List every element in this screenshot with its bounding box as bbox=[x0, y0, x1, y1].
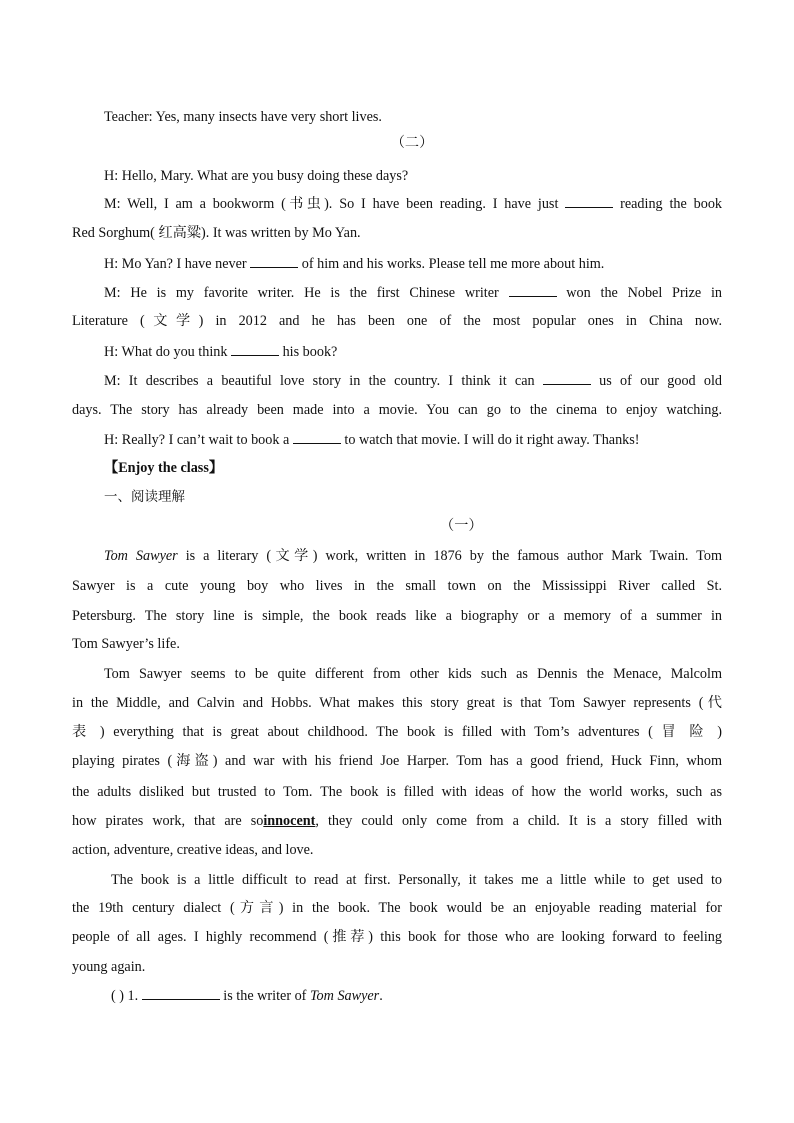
passage-line: Petersburg. The story line is simple, the book reads like a biography or a memory of a summer in bbox=[72, 608, 722, 624]
answer-blank[interactable] bbox=[565, 195, 613, 208]
dialogue-line: H: What do you think his book? bbox=[104, 344, 338, 360]
section-heading-2: （二） bbox=[390, 135, 434, 151]
question-1: ( ) 1. is the writer of Tom Sawyer. bbox=[111, 988, 383, 1004]
book-title: Tom Sawyer bbox=[104, 548, 178, 564]
passage-line: the 19th century dialect (方言) in the book. The book would be an enjoyable reading material for bbox=[72, 900, 722, 916]
dialogue-line: Literature (文学) in 2012 and he has been one of the most popular ones in China now. bbox=[72, 313, 722, 329]
passage-line: Tom Sawyer is a literary (文学) work, written in 1876 by the famous author Mark Twain. Tom bbox=[104, 548, 723, 564]
passage-line: how pirates work, that are soinnocent, they could only come from a child. It is a story filled with bbox=[72, 813, 722, 829]
answer-blank[interactable] bbox=[509, 284, 557, 297]
passage-line: the adults disliked but trusted to Tom. The book is filled with ideas of how the world works, such as bbox=[72, 784, 722, 800]
dialogue-line: Red Sorghum( 红高粱). It was written by Mo Yan. bbox=[72, 225, 361, 241]
dialogue-line: H: Really? I can’t wait to book a to watch that movie. I will do it right away. Thanks! bbox=[104, 432, 640, 448]
passage-line: young again. bbox=[72, 959, 146, 975]
underlined-word: innocent bbox=[263, 813, 316, 829]
answer-blank[interactable] bbox=[231, 343, 279, 356]
passage-line: in the Middle, and Calvin and Hobbs. What makes this story great is that Tom Sawyer represents (代 bbox=[72, 695, 722, 711]
passage-line: The book is a little difficult to read at first. Personally, it takes me a little while to get used to bbox=[111, 872, 722, 888]
teacher-line: Teacher: Yes, many insects have very short lives. bbox=[104, 109, 382, 125]
dialogue-line: H: Hello, Mary. What are you busy doing these days? bbox=[104, 168, 409, 184]
answer-blank[interactable] bbox=[250, 255, 298, 268]
passage-line: Tom Sawyer seems to be quite different from other kids such as Dennis the Menace, Malcolm bbox=[104, 666, 722, 682]
dialogue-line: M: Well, I am a bookworm (书虫). So I have been reading. I have just reading the book bbox=[104, 196, 723, 212]
answer-blank[interactable] bbox=[543, 372, 591, 385]
dialogue-line: days. The story has already been made into a movie. You can go to the cinema to enjoy watching. bbox=[72, 402, 722, 418]
dialogue-line: M: He is my favorite writer. He is the first Chinese writer won the Nobel Prize in bbox=[104, 285, 723, 301]
enjoy-class-heading: 【Enjoy the class】 bbox=[104, 460, 224, 476]
passage-heading-1: （一） bbox=[440, 518, 483, 534]
passage-line: people of all ages. I highly recommend (推荐) this book for those who are looking forward to feeling bbox=[72, 929, 722, 945]
passage-line: playing pirates (海盗) and war with his friend Joe Harper. Tom has a good friend, Huck Finn, whom bbox=[72, 753, 722, 769]
passage-line: Tom Sawyer’s life. bbox=[72, 636, 180, 652]
part-title: 一、阅读理解 bbox=[104, 489, 185, 505]
answer-blank[interactable] bbox=[142, 987, 220, 1000]
passage-line: Sawyer is a cute young boy who lives in the small town on the Mississippi River called St. bbox=[72, 578, 722, 594]
dialogue-line: M: It describes a beautiful love story in the country. I think it can us of our good old bbox=[104, 373, 723, 389]
answer-blank[interactable] bbox=[293, 431, 341, 444]
dialogue-line: H: Mo Yan? I have never of him and his works. Please tell me more about him. bbox=[104, 256, 605, 272]
passage-line: action, adventure, creative ideas, and love. bbox=[72, 842, 314, 858]
passage-line: 表 ) everything that is great about childhood. The book is filled with Tom’s adventures ( 冒 险 ) bbox=[72, 724, 722, 740]
